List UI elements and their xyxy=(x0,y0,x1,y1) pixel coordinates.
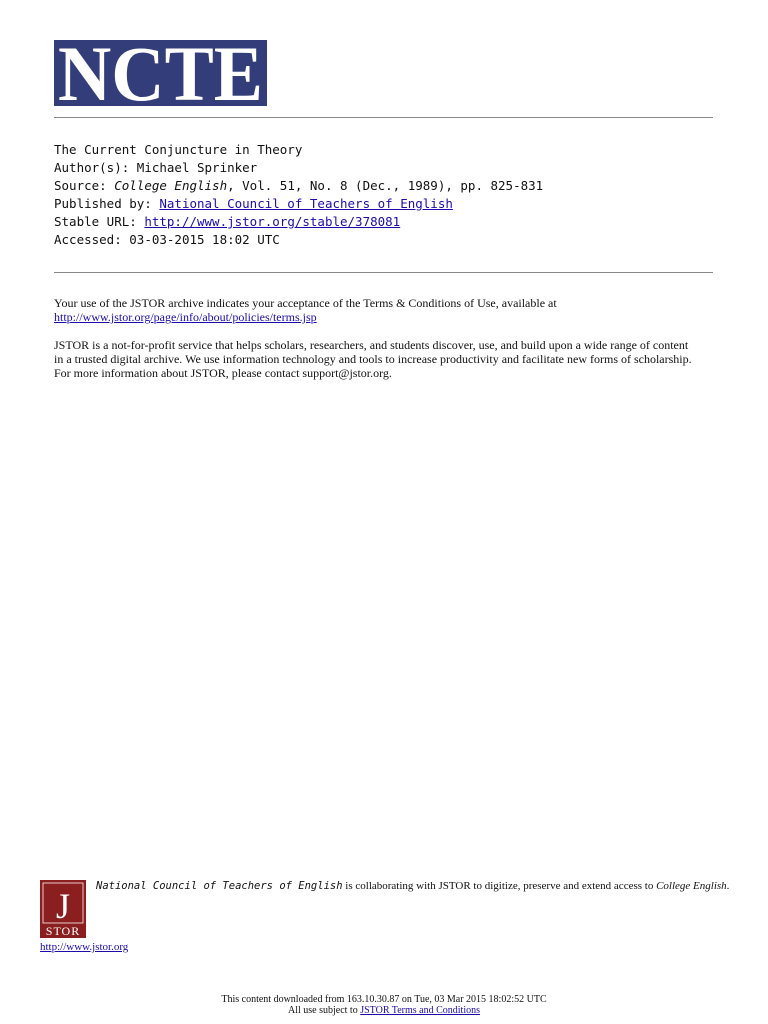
source-label: Source: xyxy=(54,178,107,193)
publisher-link[interactable]: National Council of Teachers of English xyxy=(159,196,453,211)
source-details: , Vol. 51, No. 8 (Dec., 1989), pp. 825-831 xyxy=(227,178,544,193)
download-prefix: All use subject to xyxy=(288,1005,361,1016)
publisher-label: Published by: xyxy=(54,196,152,211)
accessed-date: 03-03-2015 18:02 UTC xyxy=(129,232,280,247)
jstor-about xyxy=(54,338,734,380)
terms-text: Your use of the JSTOR archive indicates your acceptance of the Terms & Conditions of Use, available at xyxy=(54,296,557,310)
download-line-1: This content downloaded from 163.10.30.87 on Tue, 03 Mar 2015 18:02:52 UTC xyxy=(221,994,547,1005)
terms-notice xyxy=(54,296,734,324)
about-line-1: JSTOR is a not-for-profit service that helps scholars, researchers, and students discover, use, and build upon a wide range of content xyxy=(54,338,689,352)
collab-period: . xyxy=(726,880,730,892)
author-name: Michael Sprinker xyxy=(136,160,258,175)
collab-publisher: National Council of Teachers of English xyxy=(96,880,343,892)
source-journal: College English xyxy=(114,178,228,193)
source-line xyxy=(54,177,714,195)
collab-text: is collaborating with JSTOR to digitize, preserve and extend access to xyxy=(342,880,657,892)
accessed-label: Accessed: xyxy=(54,232,122,247)
accessed-line xyxy=(54,231,714,249)
ncte-logo-wordmark xyxy=(54,40,267,106)
stable-url-label: Stable URL: xyxy=(54,214,137,229)
terms-link[interactable]: http://www.jstor.org/page/info/about/policies/terms.jsp xyxy=(54,310,317,324)
collaboration-note xyxy=(96,879,756,893)
about-line-2: in a trusted digital archive. We use information technology and tools to increase productivity and facilitate new forms of scholarship. xyxy=(54,352,692,366)
stable-url-link[interactable]: http://www.jstor.org/stable/378081 xyxy=(144,214,401,229)
author-line xyxy=(54,159,714,177)
ncte-logo xyxy=(54,40,267,106)
middle-divider xyxy=(54,272,713,273)
jstor-home-link[interactable]: http://www.jstor.org xyxy=(40,941,129,953)
collab-journal: College English xyxy=(656,880,727,892)
jstor-badge-text: STOR xyxy=(45,924,81,938)
ncte-logo-text: NCTE xyxy=(58,40,263,106)
jstor-badge-art xyxy=(40,880,86,938)
author-label: Author(s): xyxy=(54,160,130,175)
stable-url-line xyxy=(54,213,714,231)
about-line-3: For more information about JSTOR, please contact support@jstor.org. xyxy=(54,366,392,380)
jstor-badge-letter: J xyxy=(55,886,71,926)
publisher-line xyxy=(54,195,714,213)
top-divider xyxy=(54,117,713,118)
download-notice xyxy=(0,994,768,1016)
jstor-badge xyxy=(40,880,86,938)
citation-block xyxy=(54,141,714,249)
jstor-terms-link[interactable]: JSTOR Terms and Conditions xyxy=(360,1005,480,1016)
article-title: The Current Conjuncture in Theory xyxy=(54,142,303,157)
download-line-2 xyxy=(0,1005,768,1016)
